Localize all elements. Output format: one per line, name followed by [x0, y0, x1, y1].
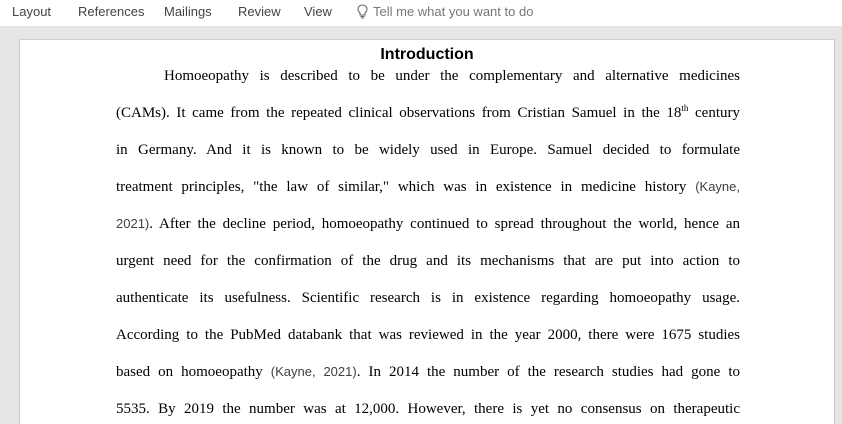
paragraph-line: based on homoeopathy (Kayne, 2021). In 2014 the number of the research studies had gone to: [116, 364, 740, 380]
tell-me-text: Tell me what you want to do: [373, 4, 534, 19]
tell-me-search[interactable]: [357, 4, 533, 19]
tab-review[interactable]: Review: [238, 4, 281, 19]
paragraph-line: 5535. By 2019 the number was at 12,000. However, there is yet no consensus on therapeutic: [116, 401, 740, 417]
ribbon: [0, 0, 842, 26]
paragraph-line: authenticate its usefulness. Scientific research is in existence regarding homoeopathy usage.: [116, 290, 740, 306]
citation: (Kayne,: [695, 179, 740, 194]
citation: 2021): [116, 216, 150, 231]
paragraph-line: (CAMs). It came from the repeated clinical observations from Cristian Samuel in the 18th century: [116, 103, 740, 121]
lightbulb-icon: [357, 4, 368, 19]
paragraph-line: treatment principles, "the law of similar," which was in existence in medicine history (Kayne,: [116, 179, 740, 195]
tab-mailings[interactable]: Mailings: [164, 4, 212, 19]
paragraph-line: According to the PubMed databank that was reviewed in the year 2000, there were 1675 studies: [116, 327, 740, 343]
document-canvas: [0, 26, 842, 424]
superscript: th: [681, 103, 689, 113]
tab-view[interactable]: View: [304, 4, 332, 19]
document-heading: Introduction: [380, 46, 474, 63]
document-page[interactable]: [19, 39, 835, 424]
tab-references[interactable]: References: [78, 4, 145, 19]
paragraph-line: Homoeopathy is described to be under the complementary and alternative medicines: [164, 68, 740, 84]
tab-layout[interactable]: Layout: [12, 4, 52, 19]
paragraph-line: 2021). After the decline period, homoeopathy continued to spread throughout the world, hence an: [116, 216, 740, 232]
paragraph-line: urgent need for the confirmation of the drug and its mechanisms that are put into action to: [116, 253, 740, 269]
paragraph-line: in Germany. And it is known to be widely used in Europe. Samuel decided to formulate: [116, 142, 740, 158]
citation: (Kayne, 2021): [270, 364, 357, 379]
